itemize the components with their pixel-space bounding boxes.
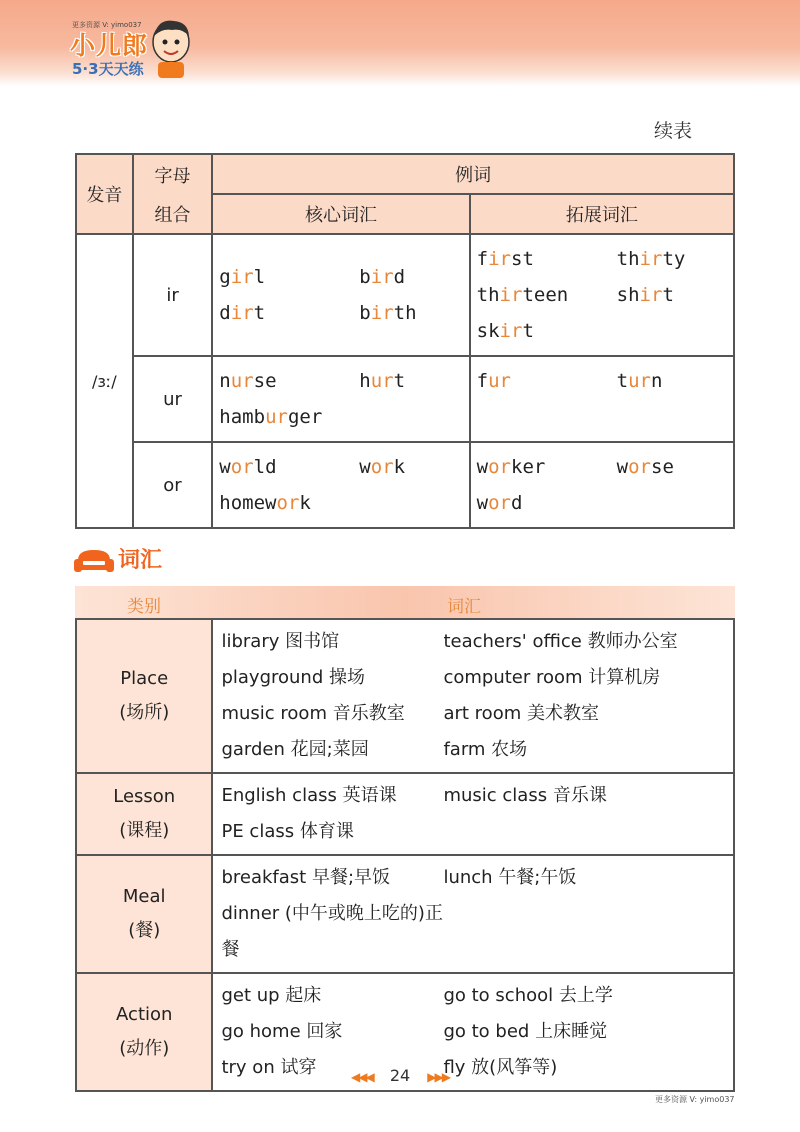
highlighted-letters: ur [370, 370, 394, 392]
vocab-line [221, 624, 733, 660]
vocab-group-row [76, 619, 734, 773]
brand-subtitle: 5·3天天练 [72, 60, 144, 78]
example-word: first [477, 241, 617, 277]
word-line [219, 449, 468, 485]
highlighted-letters: ir [639, 284, 663, 306]
core-words-ir [212, 234, 469, 356]
vocab-entry: fly 放(风筝等) [443, 1057, 558, 1078]
examples-header: 例词 [212, 154, 734, 194]
words-cell [212, 619, 734, 773]
vocab-entry: music room 音乐教室 [221, 703, 405, 724]
vocab-line [221, 778, 733, 814]
vocab-group-row [76, 855, 734, 973]
highlighted-letters: or [488, 456, 511, 478]
vocab-entry: go home 回家 [221, 1021, 343, 1042]
category-cn: (动作) [119, 1038, 170, 1059]
example-word: dirt [219, 295, 359, 331]
example-word: nurse [219, 363, 359, 399]
pronunciation-header: 发音 [76, 154, 133, 234]
example-word: word [477, 485, 617, 521]
extended-words-or [470, 442, 734, 528]
vocab-entry: go to school 去上学 [443, 985, 613, 1006]
vocab-entry: breakfast 早餐;早饭 [221, 867, 391, 888]
vocab-entry: try on 试穿 [221, 1057, 317, 1078]
category-cell [76, 619, 212, 773]
example-word: skirt [477, 313, 617, 349]
letter-combo-header-1: 字母 [133, 154, 213, 194]
vocab-line [221, 660, 733, 696]
core-words-or [212, 442, 469, 528]
category-cn: (餐) [128, 920, 161, 941]
vocab-entry: go to bed 上床睡觉 [443, 1021, 608, 1042]
example-word: work [359, 449, 405, 485]
word-line [477, 485, 733, 521]
example-word: girl [219, 259, 359, 295]
vocab-group-row [76, 773, 734, 855]
word-line [219, 295, 468, 331]
category-cn: (课程) [119, 820, 170, 841]
vocab-line [221, 732, 733, 768]
word-line [219, 399, 468, 435]
word-line [219, 485, 468, 521]
words-cell [212, 855, 734, 973]
phonics-table [75, 153, 735, 529]
combo-ur: ur [133, 356, 213, 442]
highlighted-letters: ir [499, 284, 523, 306]
example-word: world [219, 449, 359, 485]
continued-label: 续表 [654, 120, 693, 142]
word-line [477, 363, 733, 399]
highlighted-letters: ir [639, 248, 663, 270]
extended-words-ir [470, 234, 734, 356]
vocab-line [221, 814, 733, 850]
highlighted-letters: ur [488, 370, 511, 392]
example-word: bird [359, 259, 405, 295]
sofa-icon [74, 548, 114, 574]
mascot-icon [148, 16, 194, 78]
extended-words-ur [470, 356, 734, 442]
word-line [477, 313, 733, 349]
example-word: fur [477, 363, 617, 399]
words-column-header: 词汇 [447, 597, 481, 617]
vocab-line [221, 1014, 733, 1050]
highlighted-letters: or [230, 456, 254, 478]
word-line [477, 241, 733, 277]
highlighted-letters: ir [370, 302, 394, 324]
vocab-entry: farm 农场 [443, 739, 528, 760]
highlighted-letters: or [276, 492, 300, 514]
vocab-line [221, 978, 733, 1014]
category-en: Place [120, 668, 169, 689]
example-word: homework [219, 485, 359, 521]
vocab-entry: dinner (中午或晚上吃的)正餐 [221, 903, 443, 960]
highlighted-letters: or [488, 492, 511, 514]
vocab-entry: get up 起床 [221, 985, 322, 1006]
vocab-table-header [75, 586, 735, 618]
example-word: hamburger [219, 399, 359, 435]
example-word: worker [477, 449, 617, 485]
prev-arrows-icon: ◀◀◀ [351, 1070, 373, 1084]
letter-combo-header-2: 组合 [133, 194, 213, 234]
source-note: 更多资源 V: yimo037 [655, 1095, 735, 1104]
words-cell [212, 773, 734, 855]
category-en: Lesson [113, 786, 176, 807]
highlighted-letters: ir [230, 302, 254, 324]
word-line [477, 277, 733, 313]
vocab-entry: PE class 体育课 [221, 821, 354, 842]
highlighted-letters: ir [370, 266, 394, 288]
vocab-entry: garden 花园;菜园 [221, 739, 369, 760]
highlighted-letters: ur [230, 370, 254, 392]
vocab-entry: lunch 午餐;午饭 [443, 867, 577, 888]
highlighted-letters: ir [499, 320, 523, 342]
page-footer [0, 1066, 800, 1085]
page-number: 24 [389, 1066, 411, 1085]
highlighted-letters: or [370, 456, 394, 478]
highlighted-letters: or [628, 456, 651, 478]
combo-ir: ir [133, 234, 213, 356]
vocab-entry: English class 英语课 [221, 785, 397, 806]
vocab-entry: library 图书馆 [221, 631, 340, 652]
category-en: Meal [122, 886, 166, 907]
header-note: 更多资源 V: yimo037 [72, 21, 142, 29]
core-words-ur [212, 356, 469, 442]
extended-vocab-header: 拓展词汇 [470, 194, 734, 234]
vocab-table [75, 618, 735, 1092]
example-word: turn [617, 363, 663, 399]
vocab-entry: music class 音乐课 [443, 785, 607, 806]
vocab-section-title: 词汇 [118, 548, 163, 573]
highlighted-letters: ur [628, 370, 651, 392]
vocab-line [221, 696, 733, 732]
example-word: birth [359, 295, 416, 331]
category-en: Action [116, 1004, 173, 1025]
word-line [477, 449, 733, 485]
highlighted-letters: ur [265, 406, 288, 428]
category-cn: (场所) [119, 702, 170, 723]
category-cell [76, 855, 212, 973]
example-word: shirt [617, 277, 674, 313]
example-word: thirty [617, 241, 686, 277]
brand-logo-text: 小儿郎 [70, 31, 149, 60]
vocab-entry: art room 美术教室 [443, 703, 599, 724]
highlighted-letters: ir [230, 266, 254, 288]
highlighted-letters: ir [488, 248, 511, 270]
example-word: hurt [359, 363, 405, 399]
example-word: thirteen [477, 277, 617, 313]
example-word: worse [617, 449, 674, 485]
vocab-line [221, 860, 733, 896]
word-line [219, 259, 468, 295]
phoneme-cell: /ɜː/ [76, 234, 133, 528]
core-vocab-header: 核心词汇 [212, 194, 469, 234]
word-line [219, 363, 468, 399]
combo-or: or [133, 442, 213, 528]
vocab-entry: playground 操场 [221, 667, 365, 688]
category-column-header: 类别 [127, 597, 161, 617]
vocab-entry: computer room 计算机房 [443, 667, 661, 688]
category-cell [76, 773, 212, 855]
vocab-line [221, 896, 733, 968]
vocab-entry: teachers' office 教师办公室 [443, 631, 678, 652]
next-arrows-icon: ▶▶▶ [427, 1070, 449, 1084]
